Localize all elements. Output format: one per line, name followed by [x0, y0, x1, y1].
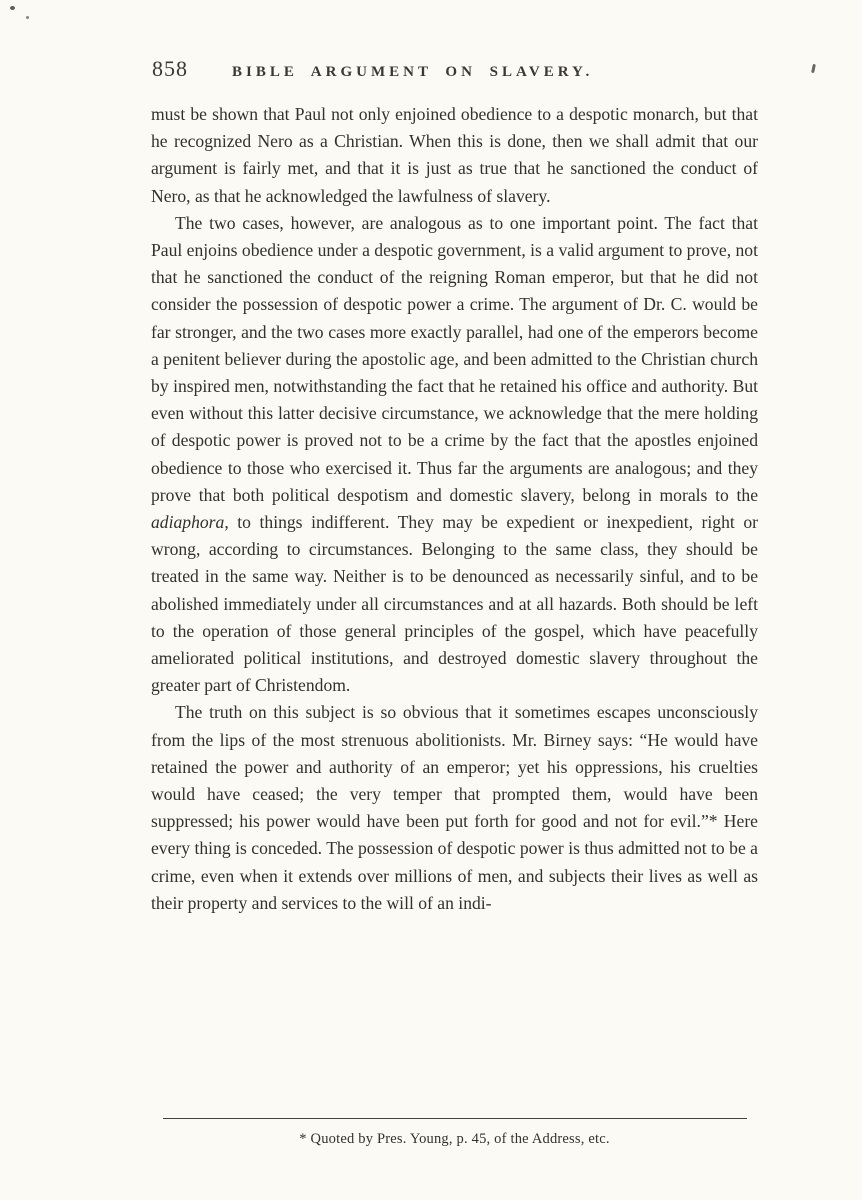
paragraph-2-text: The two cases, however, are analogous as to one important point. The fact that Paul enjoins obedience under a despotic government, is a valid argument to prove, not that he sanctioned the conduct of the reigning Roman emperor, but that he did not consider the possession of despotic power a crime. The argument of Dr. C. would be far stronger, and the two cases more exactly parallel, had one of the emperors become a penitent believer during the apostolic age, and been admitted to the Christian church by inspired men, notwithstanding the fact that he retained his office and authority. But even without this latter decisive circumstance, we acknowledge that the mere holding of despotic power is proved not to be a crime by the fact that the apostles enjoined obedience to those who exercised it. Thus far the arguments are analogous; and they prove that both political despotism and domestic slavery, belong in morals to the: [151, 212, 758, 505]
paragraph-1: [151, 101, 758, 210]
page-header: [152, 56, 758, 82]
scan-speck: [811, 64, 816, 73]
footnote-rule: [163, 1118, 747, 1119]
paragraph-2-italic-term: adiaphora,: [151, 512, 229, 533]
footnote-text: * Quoted by Pres. Young, p. 45, of the Address, etc.: [299, 1131, 610, 1147]
scan-speck: [26, 16, 29, 19]
page-number: 858: [152, 56, 188, 81]
paragraph-3: [151, 699, 758, 917]
paragraph-1-text: must be shown that Paul not only enjoined obedience to a despotic monarch, but that he recognized Nero as a Christian. When this is done, then we shall admit that our argument is fairly met, and that it is just as true that he sanctioned the conduct of Nero, as that he acknowledged the lawfulness of slavery.: [151, 104, 758, 206]
paragraph-3-text: The truth on this subject is so obvious that it sometimes escapes unconsciously from the lips of the most strenuous abolitionists. Mr. Birney says: “He would have retained the power and authority of an emperor; yet his oppressions, his cruelties would have ceased; the very temper that prompted them, would have been suppressed; his power would have been put forth for good and not for evil.”* Here every thing is conceded. The possession of despotic power is thus admitted not to be a crime, even when it extends over millions of men, and subjects their lives as well as their property and services to the will of an indi-: [151, 702, 758, 913]
scan-speck: [10, 6, 15, 10]
body-text: [151, 101, 758, 917]
footnote-area: [151, 1118, 758, 1148]
paragraph-2: [151, 210, 758, 700]
paragraph-2-text-continued: to things indifferent. They may be expedient or inexpedient, right or wrong, according to circumstances. Belonging to the same class, they should be treated in the same way. Neither is to be denounced as necessarily sinful, and to be abolished immediately under all circumstances and at all hazards. Both should be left to the operation of those general principles of the gospel, which have peacefully ameliorated political institutions, and destroyed domestic slavery throughout the greater part of Christendom.: [151, 512, 758, 696]
running-head-title: BIBLE ARGUMENT ON SLAVERY.: [232, 64, 594, 80]
